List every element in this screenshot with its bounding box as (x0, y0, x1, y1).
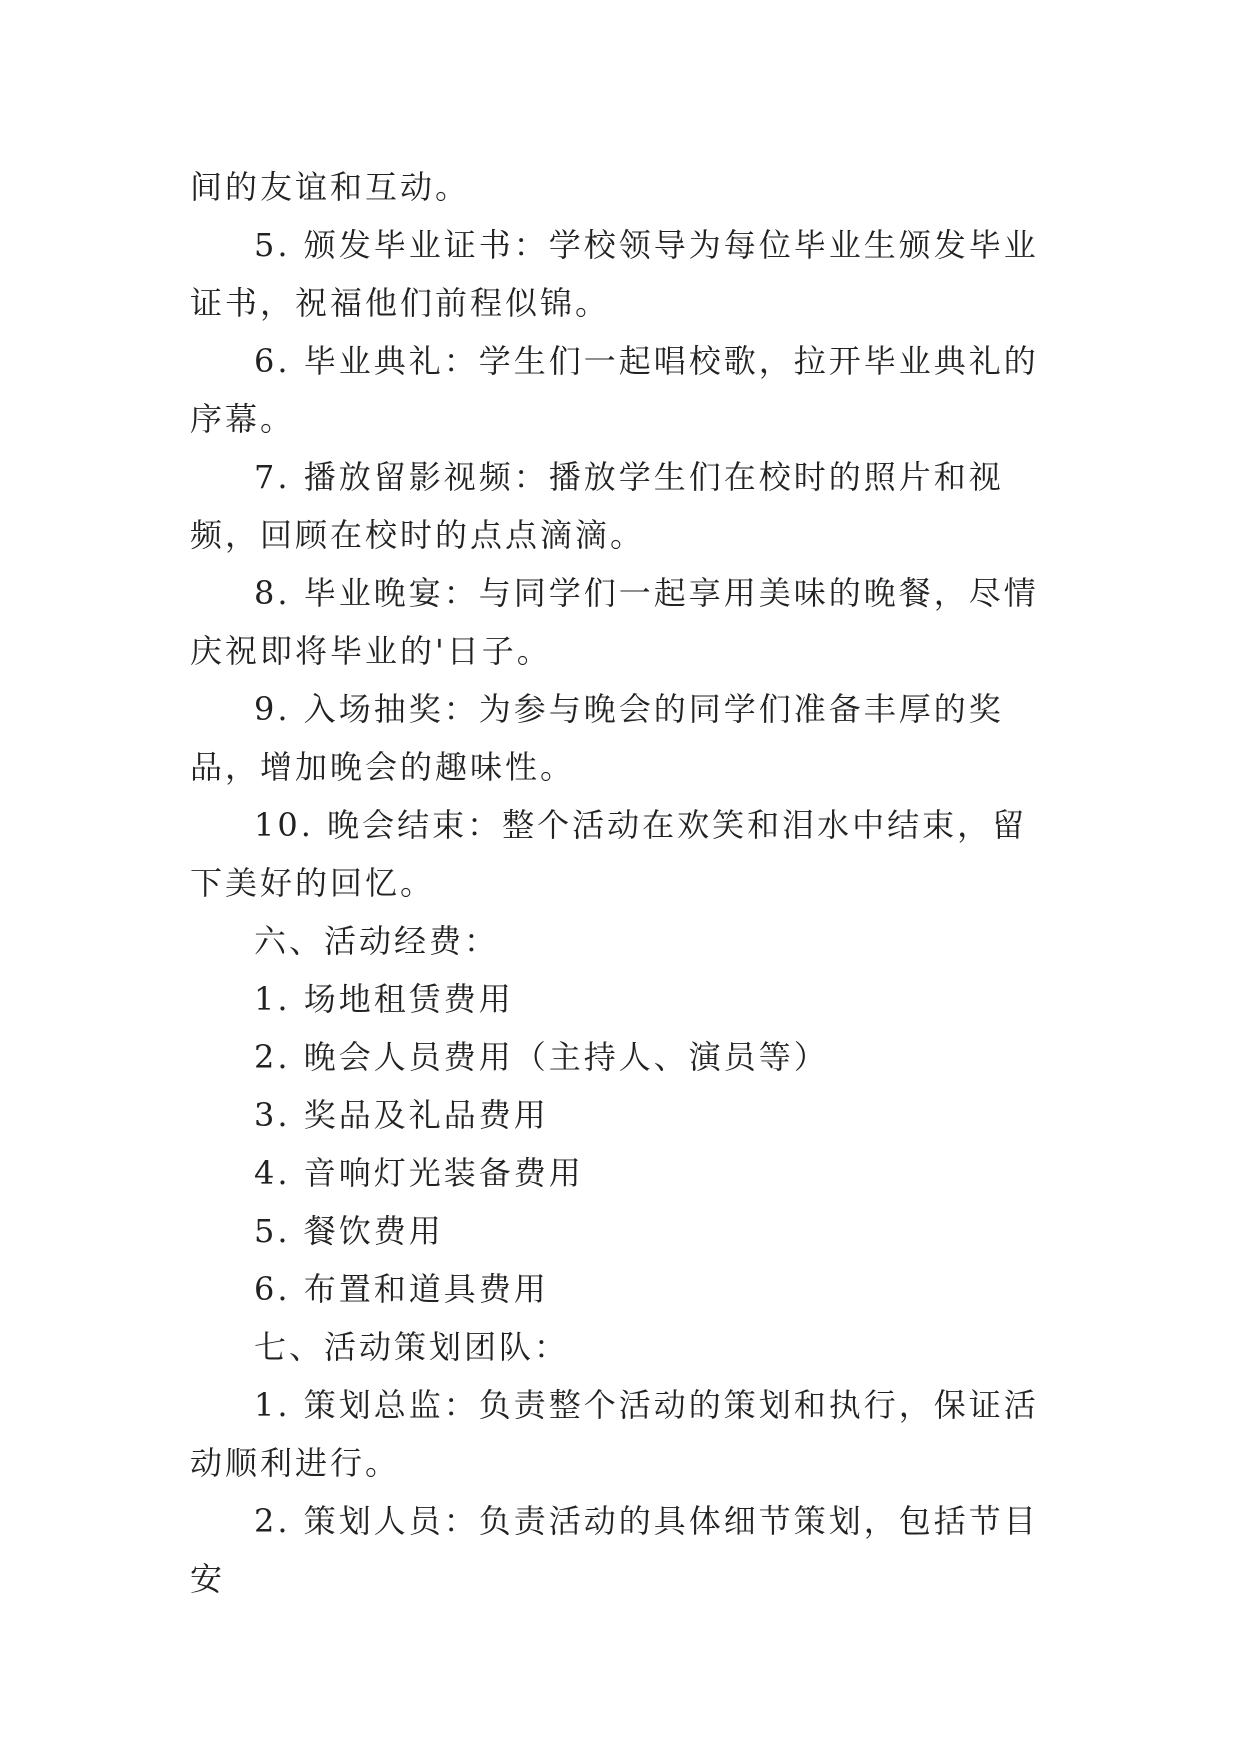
schedule-item-5: 5. 颁发毕业证书：学校领导为每位毕业生颁发毕业证书，祝福他们前程似锦。 (190, 226, 1039, 322)
schedule-item-8: 8. 毕业晚宴：与同学们一起享用美味的晚餐，尽情庆祝即将毕业的'日子。 (190, 574, 1039, 670)
team-item-2: 2. 策划人员：负责活动的具体细节策划，包括节目安 (190, 1502, 1039, 1598)
schedule-item-10: 10. 晚会结束：整个活动在欢笑和泪水中结束，留下美好的回忆。 (190, 806, 1028, 902)
schedule-item-7: 7. 播放留影视频：播放学生们在校时的照片和视频，回顾在校时的点点滴滴。 (190, 458, 1004, 554)
document-body (190, 158, 1050, 1608)
budget-item-2: 2. 晚会人员费用（主持人、演员等） (254, 1038, 829, 1076)
budget-item-3: 3. 奖品及礼品费用 (254, 1096, 549, 1134)
budget-item-6: 6. 布置和道具费用 (254, 1270, 549, 1308)
budget-item-1: 1. 场地租赁费用 (254, 980, 514, 1018)
budget-item-4: 4. 音响灯光装备费用 (254, 1154, 584, 1192)
schedule-item-9: 9. 入场抽奖：为参与晚会的同学们准备丰厚的奖品，增加晚会的趣味性。 (190, 690, 1004, 786)
schedule-item-6: 6. 毕业典礼：学生们一起唱校歌，拉开毕业典礼的序幕。 (190, 342, 1039, 438)
budget-item-5: 5. 餐饮费用 (254, 1212, 444, 1250)
paragraph-continuation: 间的友谊和互动。 (190, 168, 471, 206)
team-item-1: 1. 策划总监：负责整个活动的策划和执行，保证活动顺利进行。 (190, 1386, 1039, 1482)
section-heading-budget: 六、活动经费： (254, 922, 500, 960)
section-heading-team: 七、活动策划团队： (254, 1328, 570, 1366)
